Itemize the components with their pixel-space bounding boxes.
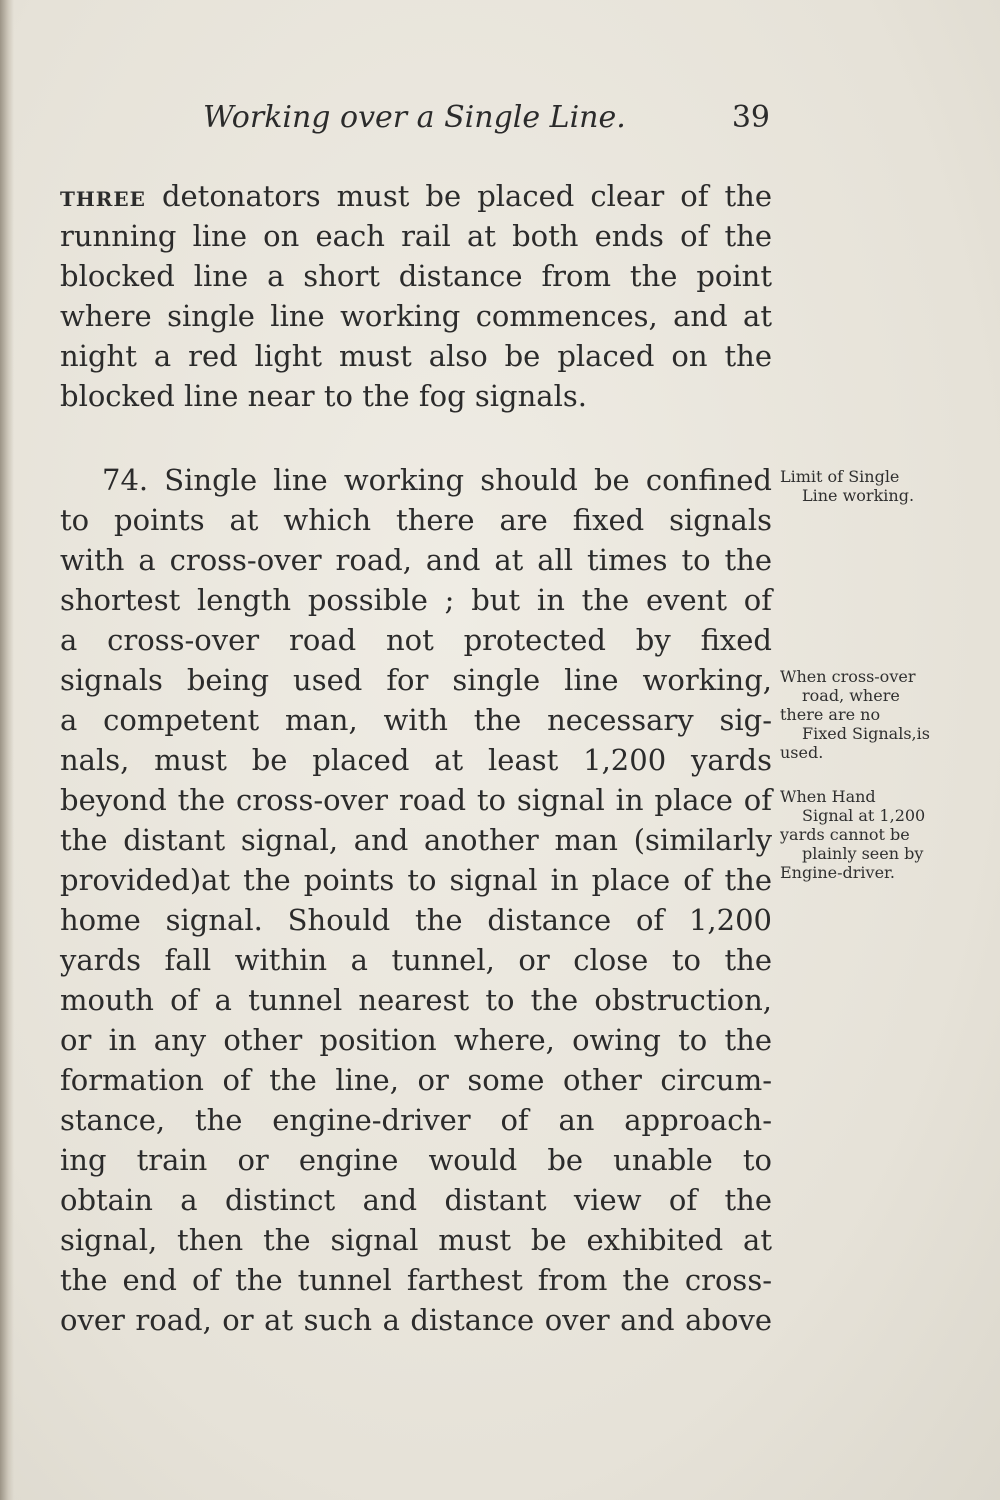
page-binding-shadow (0, 0, 14, 1500)
margin-note-line: yards cannot be (780, 825, 910, 844)
paragraph-continuation (60, 176, 772, 416)
margin-note-limit (780, 467, 914, 505)
text-line: formation of the line, or some other circum- (60, 1063, 772, 1097)
running-title: Working over a Single Line. (203, 100, 626, 135)
margin-note-cross-over (780, 667, 930, 762)
text-line: a cross-over road not protected by fixed (60, 623, 772, 657)
text-line: over road, or at such a distance over and above (60, 1303, 772, 1337)
text-line: home signal. Should the distance of 1,200 (60, 903, 772, 937)
text-line: blocked line near to the fog signals. (60, 379, 587, 413)
page-header (60, 100, 770, 150)
margin-note-line: Engine-driver. (780, 863, 896, 882)
text-line: the distant signal, and another man (similarly (60, 823, 772, 857)
text-line: mouth of a tunnel nearest to the obstruction, (60, 983, 772, 1017)
margin-note-line: used. (780, 743, 824, 762)
text-line: night a red light must also be placed on the (60, 339, 772, 373)
margin-note-line: When Hand (780, 787, 876, 806)
text-line: the end of the tunnel farthest from the cross- (60, 1263, 772, 1297)
text-line: running line on each rail at both ends of the (60, 219, 772, 253)
text-line: signal, then the signal must be exhibited at (60, 1223, 772, 1257)
margin-note-line: Signal at 1,200 (802, 806, 926, 825)
text-line: signals being used for single line working, (60, 663, 772, 697)
small-caps-lead-word: THREE (60, 187, 146, 211)
paragraph-rule-74 (60, 460, 772, 1340)
text-line: with a cross-over road, and at all times to the (60, 543, 772, 577)
margin-note-line: When cross-over (780, 667, 916, 686)
text-line: yards fall within a tunnel, or close to the (60, 943, 772, 977)
text-line: 74. Single line working should be confined (102, 463, 772, 497)
margin-note-line: plainly seen by (802, 844, 924, 863)
margin-note-line: Line working. (802, 486, 915, 505)
margin-note-line: road, where (802, 686, 900, 705)
text-line: provided)at the points to signal in place of the (60, 863, 772, 897)
text-line: THREE detonators must be placed clear of the (60, 179, 772, 213)
text-line: beyond the cross-over road to signal in place of (60, 783, 772, 817)
text-line: or in any other position where, owing to the (60, 1023, 772, 1057)
margin-note-hand-signal (780, 787, 925, 882)
text-line: shortest length possible ; but in the event of (60, 583, 772, 617)
text-line: nals, must be placed at least 1,200 yards (60, 743, 772, 777)
page-number: 39 (731, 100, 770, 135)
text-line: obtain a distinct and distant view of the (60, 1183, 772, 1217)
margin-note-line: there are no (780, 705, 881, 724)
text-line: stance, the engine-driver of an approach- (60, 1103, 772, 1137)
text-line: blocked line a short distance from the point (60, 259, 772, 293)
text-line: where single line working commences, and at (60, 299, 772, 333)
margin-note-line: Limit of Single (780, 467, 900, 486)
text-line: a competent man, with the necessary sig- (60, 703, 772, 737)
margin-note-line: Fixed Signals,is (802, 724, 930, 743)
text-line: ing train or engine would be unable to (60, 1143, 772, 1177)
text-line: to points at which there are fixed signals (60, 503, 772, 537)
